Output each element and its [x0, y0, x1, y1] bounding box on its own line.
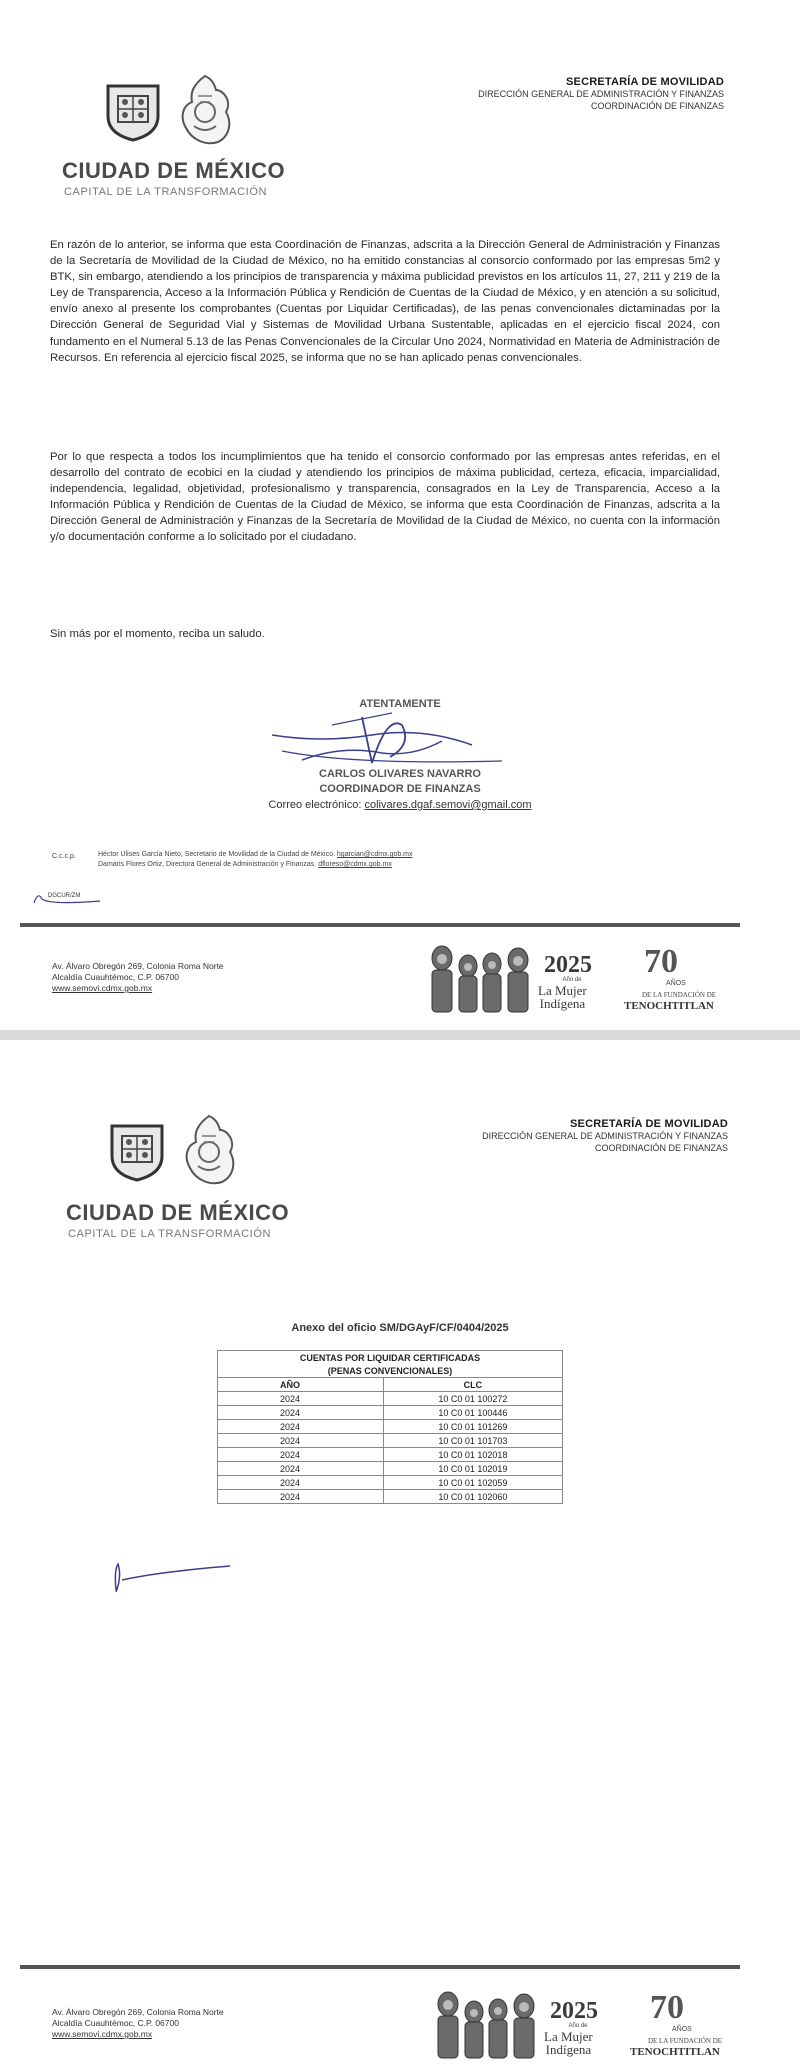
fundacion-text: DE LA FUNDACIÓN DE	[647, 2037, 723, 2045]
row-clc: 10 C0 01 100446	[383, 1406, 562, 1420]
table-title: CUENTAS POR LIQUIDAR CERTIFICADAS	[218, 1351, 563, 1365]
footer-address	[52, 961, 224, 994]
seventy-logo: 70	[650, 1989, 684, 2026]
table-row	[218, 1406, 563, 1420]
signer-name: CARLOS OLIVARES NAVARRO	[319, 768, 481, 780]
direccion-title: DIRECCIÓN GENERAL DE ADMINISTRACIÓN Y FINANZAS	[482, 1131, 728, 1141]
row-year: 2024	[218, 1392, 384, 1406]
cdmx-shield-logo	[108, 1122, 166, 1187]
row-year: 2024	[218, 1462, 384, 1476]
row-year: 2024	[218, 1448, 384, 1462]
mujer-line-2: Indígena	[539, 996, 586, 1011]
table-row	[218, 1448, 563, 1462]
city-title: CIUDAD DE MÉXICO	[62, 158, 286, 183]
row-clc: 10 C0 01 102019	[383, 1462, 562, 1476]
secretaria-title: SECRETARÍA DE MOVILIDAD	[570, 1118, 728, 1130]
col-header-clc: CLC	[383, 1378, 562, 1392]
table-row	[218, 1476, 563, 1490]
secretaria-title: SECRETARÍA DE MOVILIDAD	[566, 76, 724, 88]
tenochtitlan-text: TENOCHTITLAN	[630, 2046, 720, 2058]
ccp-email-1[interactable]: hgarcian@cdmx.gob.mx	[336, 851, 413, 858]
address-line-1: Av. Álvaro Obregón 269, Colonia Roma Norte	[52, 2007, 224, 2017]
row-year: 2024	[218, 1490, 384, 1504]
letterhead-department	[478, 76, 724, 112]
email-line	[200, 799, 600, 811]
table-row	[218, 1434, 563, 1448]
anos-text: AÑOS	[672, 2026, 692, 2033]
cdmx-heritage-emblem	[172, 72, 238, 155]
indigenous-women-illustration	[426, 938, 536, 1021]
closing-text: Sin más por el momento, reciba un saludo.	[50, 628, 265, 640]
row-clc: 10 C0 01 101269	[383, 1420, 562, 1434]
col-header-year: AÑO	[218, 1378, 384, 1392]
footer-address	[52, 2007, 224, 2040]
initial-mark	[108, 1550, 238, 1605]
ccp-label: C.c.c.p.	[52, 853, 76, 860]
table-row	[218, 1392, 563, 1406]
address-line-1: Av. Álvaro Obregón 269, Colonia Roma Norte	[52, 961, 224, 971]
row-clc: 10 C0 01 102018	[383, 1448, 562, 1462]
cdmx-shield-logo	[104, 82, 162, 147]
ccp-email-2[interactable]: dfloreso@cdmx.gob.mx	[318, 861, 392, 868]
ccp-line-1	[98, 850, 413, 860]
year-logo: 2025	[550, 1998, 598, 2024]
footer-rule	[20, 1965, 740, 1969]
table-row	[218, 1420, 563, 1434]
letterhead-department	[482, 1118, 728, 1154]
anos-text: AÑOS	[666, 980, 686, 987]
row-clc: 10 C0 01 100272	[383, 1392, 562, 1406]
row-year: 2024	[218, 1476, 384, 1490]
table-subtitle: (PENAS CONVENCIONALES)	[218, 1364, 563, 1378]
ccp-recipient-2: Damaris Flores Ortiz, Directora General de Administración y Finanzas.	[98, 861, 317, 868]
mujer-line-2: Indígena	[545, 2042, 592, 2057]
clc-table	[217, 1350, 563, 1504]
table-header-row	[218, 1378, 563, 1392]
fundacion-text: DE LA FUNDACIÓN DE	[641, 991, 717, 999]
indigenous-women-illustration	[432, 1984, 542, 2067]
ccp-line-2	[98, 860, 392, 870]
email-label: Correo electrónico:	[268, 799, 362, 811]
city-title: CIUDAD DE MÉXICO	[66, 1200, 290, 1225]
table-title-row	[218, 1351, 563, 1365]
row-clc: 10 C0 01 101703	[383, 1434, 562, 1448]
table-row	[218, 1462, 563, 1476]
row-year: 2024	[218, 1434, 384, 1448]
mujer-line-1: La Mujer	[544, 2029, 593, 2044]
address-line-2: Alcaldía Cuauhtémoc, C.P. 06700	[52, 972, 179, 982]
mujer-indigena-text	[544, 2030, 593, 2056]
row-year: 2024	[218, 1406, 384, 1420]
address-line-2: Alcaldía Cuauhtémoc, C.P. 06700	[52, 2018, 179, 2028]
signer-title: COORDINADOR DE FINANZAS	[319, 783, 481, 795]
direccion-title: DIRECCIÓN GENERAL DE ADMINISTRACIÓN Y FINANZAS	[478, 89, 724, 99]
coordinacion-title: COORDINACIÓN DE FINANZAS	[594, 1143, 728, 1153]
website-link[interactable]: www.semovi.cdmx.gob.mx	[52, 2029, 153, 2039]
mujer-line-1: La Mujer	[538, 983, 587, 998]
signer-email-link[interactable]: colivares.dgaf.semovi@gmail.com	[364, 799, 532, 811]
table-row	[218, 1490, 563, 1504]
year-logo: 2025	[544, 952, 592, 978]
ccp-recipient-1: Héctor Ulises García Nieto, Secretario de Movilidad de la Ciudad de México.	[98, 851, 335, 858]
document-page-2	[0, 1040, 800, 2067]
annex-title: Anexo del oficio SM/DGAyF/CF/0404/2025	[291, 1322, 509, 1334]
city-subtitle: CAPITAL DE LA TRANSFORMACIÓN	[64, 186, 268, 198]
tenochtitlan-text: TENOCHTITLAN	[624, 1000, 714, 1012]
table-subtitle-row	[218, 1364, 563, 1378]
paragraph-1: En razón de lo anterior, se informa que esta Coordinación de Finanzas, adscrita a la Dirección General de Administración y Finanzas de la Secretaría de Movilidad de la Ciudad de México, no ha emitido constancias al consorcio conformado por las empresas 5m2 y BTK, sin embargo, atendiendo a los principios de transparencia y máxima publicidad previstos en los artículos 11, 27, 211 y 219 de la Ley de Transparencia, Acceso a la Información Pública y Rendición de Cuentas de la Ciudad de México, y en atención a su solicitud, envío anexo al presente los comprobantes (Cuentas por Liquidar Certificadas), de las penas convencionales dictaminadas por la Dirección General de Seguridad Vial y Sistemas de Movilidad Urbana Sustentable, aplicadas en el ejercicio fiscal 2024, con fundamento en el Numeral 5.13 de las Penas Convencionales de la Circular Uno 2024, Normatividad en Materia de Administración de Recursos. En referencia al ejercicio fiscal 2025, se informa que no se han aplicado penas convencionales.	[50, 239, 720, 364]
coordinacion-title: COORDINACIÓN DE FINANZAS	[590, 101, 724, 111]
row-year: 2024	[218, 1420, 384, 1434]
row-clc: 10 C0 01 102059	[383, 1476, 562, 1490]
atentamente-label: ATENTAMENTE	[359, 698, 441, 710]
year-small-text: Año de	[568, 2023, 588, 2029]
seventy-logo: 70	[644, 943, 678, 980]
website-link[interactable]: www.semovi.cdmx.gob.mx	[52, 983, 153, 993]
initials-text: DGCUR/ZM	[48, 893, 81, 899]
footer-rule	[20, 923, 740, 927]
city-subtitle: CAPITAL DE LA TRANSFORMACIÓN	[68, 1228, 272, 1240]
paragraph-2: Por lo que respecta a todos los incumplimientos que ha tenido el consorcio conformado por las empresas antes referidas, en el desarrollo del contrato de ecobici en la ciudad y atendiendo los principios de máxima publicidad, certeza, eficacia, imparcialidad, independencia, legalidad, objetividad, profesionalismo y transparencia, consagrados en la Ley de Transparencia, Acceso a la Información Pública y Rendición de Cuentas de la Ciudad de México, se informa que esta Coordinación de Finanzas, adscrita a la Dirección General de Administración y Finanzas de la Secretaría de Movilidad de la Ciudad de México, no cuenta con la información y/o documentación conforme a lo solicitado por el ciudadano.	[50, 451, 720, 544]
document-page-1	[0, 0, 800, 1030]
initials	[34, 893, 81, 899]
mujer-indigena-text	[538, 984, 587, 1010]
row-clc: 10 C0 01 102060	[383, 1490, 562, 1504]
cdmx-heritage-emblem	[176, 1112, 242, 1195]
year-small-text: Año de	[562, 977, 582, 983]
